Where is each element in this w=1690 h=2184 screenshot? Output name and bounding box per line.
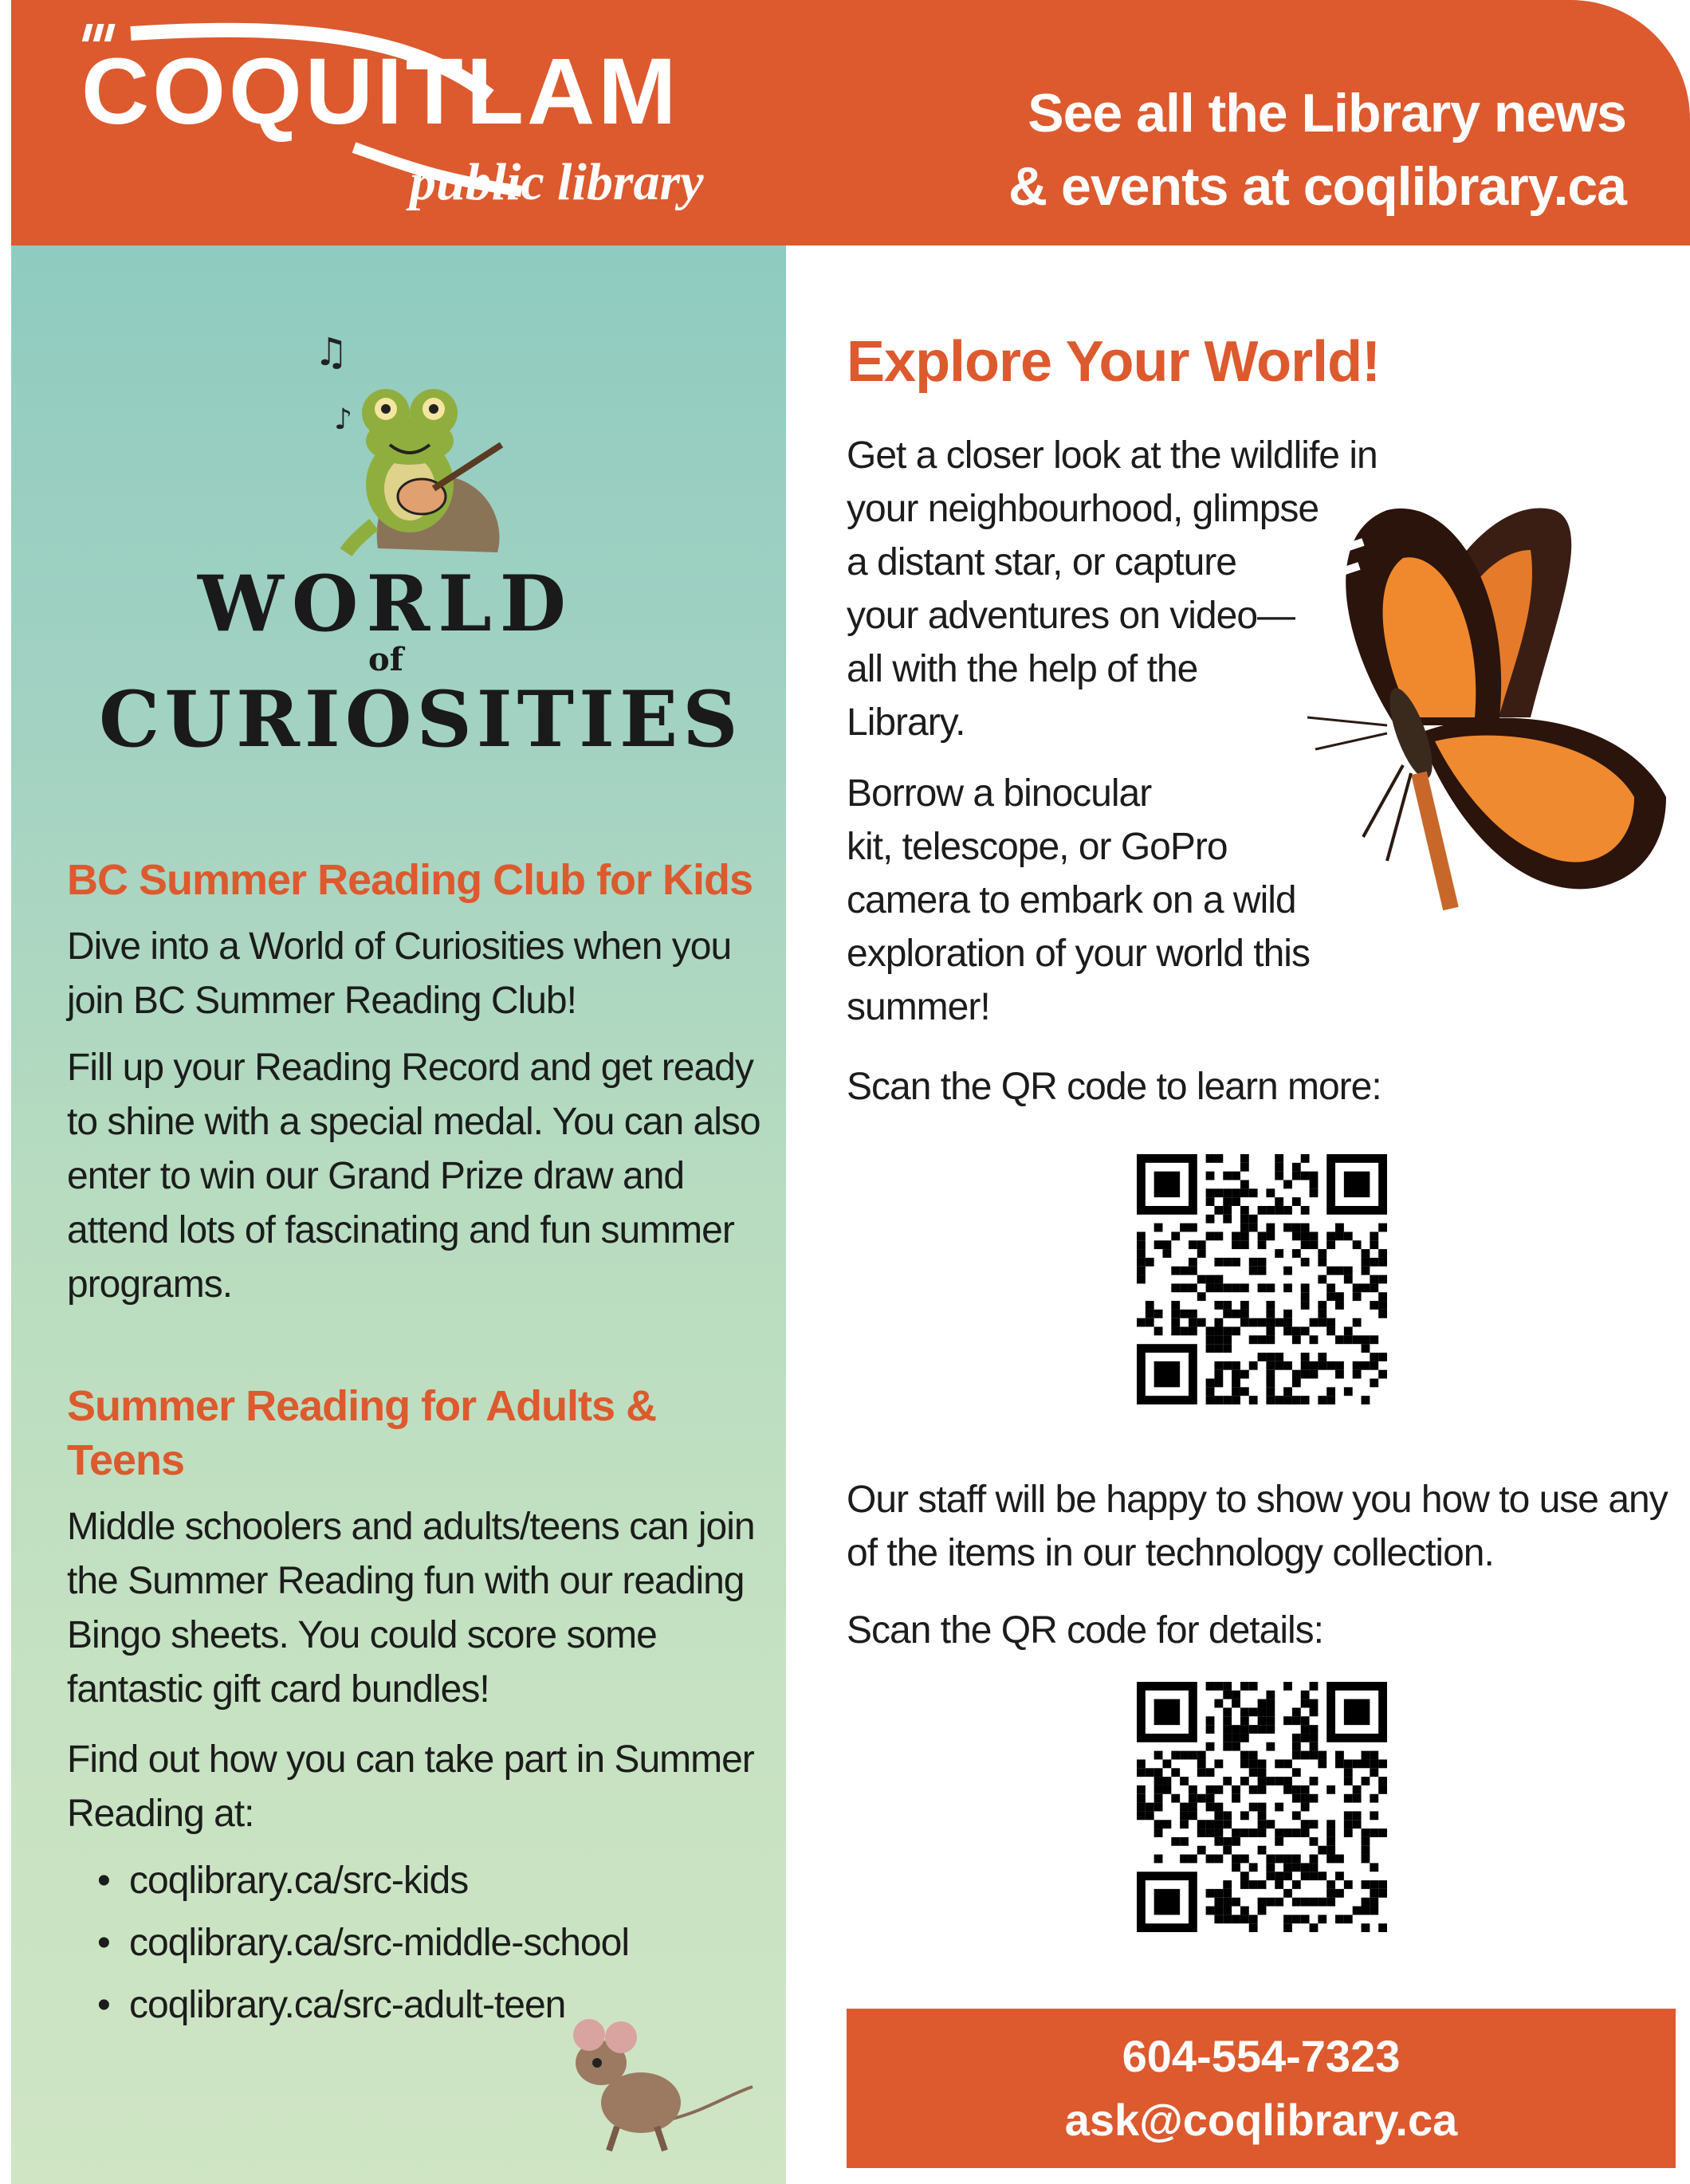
p1-line: a distant star, or capture (847, 541, 1236, 583)
art-title-of: of (368, 641, 403, 678)
world-of-curiosities-title (99, 559, 743, 772)
tagline-line-1: See all the Library news (1028, 83, 1626, 143)
tagline-line-2: & events at coqlibrary.ca (1008, 156, 1626, 217)
art-title-world: WORLD (198, 559, 574, 649)
kids-heading: BC Summer Reading Club for Kids (67, 856, 753, 904)
kids-section (67, 853, 760, 1325)
svg-text:♫: ♫ (314, 330, 349, 375)
email-address[interactable]: ask@coqlibrary.ca (1064, 2095, 1458, 2145)
p2-line: Borrow a binocular (847, 772, 1152, 815)
link-src-middle-school[interactable]: • coqlibrary.ca/src-middle-school (97, 1916, 760, 1970)
staff-help-paragraph: Our staff will be happy to show you how to use any of the items in our technology collection. (847, 1479, 1668, 1574)
butterfly-illustration (1291, 462, 1690, 925)
p2-line: summer! (847, 986, 990, 1028)
qr-code-learn-more[interactable] (1137, 1154, 1387, 1404)
adults-heading: Summer Reading for Adults & Teens (67, 1382, 657, 1484)
library-logo (75, 8, 792, 239)
p2-line: kit, telescope, or GoPro (847, 826, 1228, 868)
art-title-curiosities: CURIOSITIES (99, 674, 743, 764)
p1-line: Get a closer look at the wildlife in (847, 434, 1378, 477)
adults-paragraph-1: Middle schoolers and adults/teens can join the Summer Reading fun with our reading Bingo sheets. You could score some fantastic gift card bundles! (67, 1506, 755, 1711)
scan-prompt-2: Scan the QR code for details: (847, 1609, 1323, 1652)
left-panel (11, 246, 786, 2184)
contact-footer (847, 2009, 1676, 2168)
link-src-adult-teen[interactable]: • coqlibrary.ca/src-adult-teen (97, 1978, 760, 2033)
kids-paragraph-1: Dive into a World of Curiosities when you join BC Summer Reading Club! (67, 925, 732, 1022)
qr-code-details[interactable] (1137, 1682, 1387, 1932)
p1-line: all with the help of the (847, 648, 1198, 690)
link-src-kids[interactable]: • coqlibrary.ca/src-kids (97, 1854, 760, 1908)
p1-line: Library. (847, 701, 965, 744)
mouse-illustration (553, 1999, 760, 2158)
explore-heading: Explore Your World! (847, 330, 1381, 394)
svg-text:COQUITLAM: COQUITLAM (81, 39, 680, 144)
explore-paragraph-2 (847, 767, 1341, 1034)
p2-line: camera to embark on a wild (847, 879, 1296, 921)
p2-line: exploration of your world this (847, 933, 1310, 975)
header-bar (11, 0, 1690, 246)
svg-text:♪: ♪ (334, 403, 352, 436)
svg-text:public library: public library (410, 153, 704, 211)
scan-prompt-1: Scan the QR code to learn more: (847, 1066, 1381, 1108)
p1-line: your neighbourhood, glimpse (847, 488, 1319, 530)
p1-line: your adventures on video— (847, 595, 1295, 637)
adults-paragraph-2: Find out how you can take part in Summer Reading at: (67, 1738, 754, 1835)
phone-number[interactable]: 604-554-7323 (1122, 2031, 1401, 2081)
header-tagline (909, 77, 1626, 223)
kids-paragraph-2: Fill up your Reading Record and get ready to shine with a special medal. You can also enter to win our Grand Prize draw and attend lots of fascinating and fun summer programs. (67, 1047, 760, 1306)
adults-section (67, 1379, 760, 2041)
frog-guitar-illustration (298, 325, 521, 556)
